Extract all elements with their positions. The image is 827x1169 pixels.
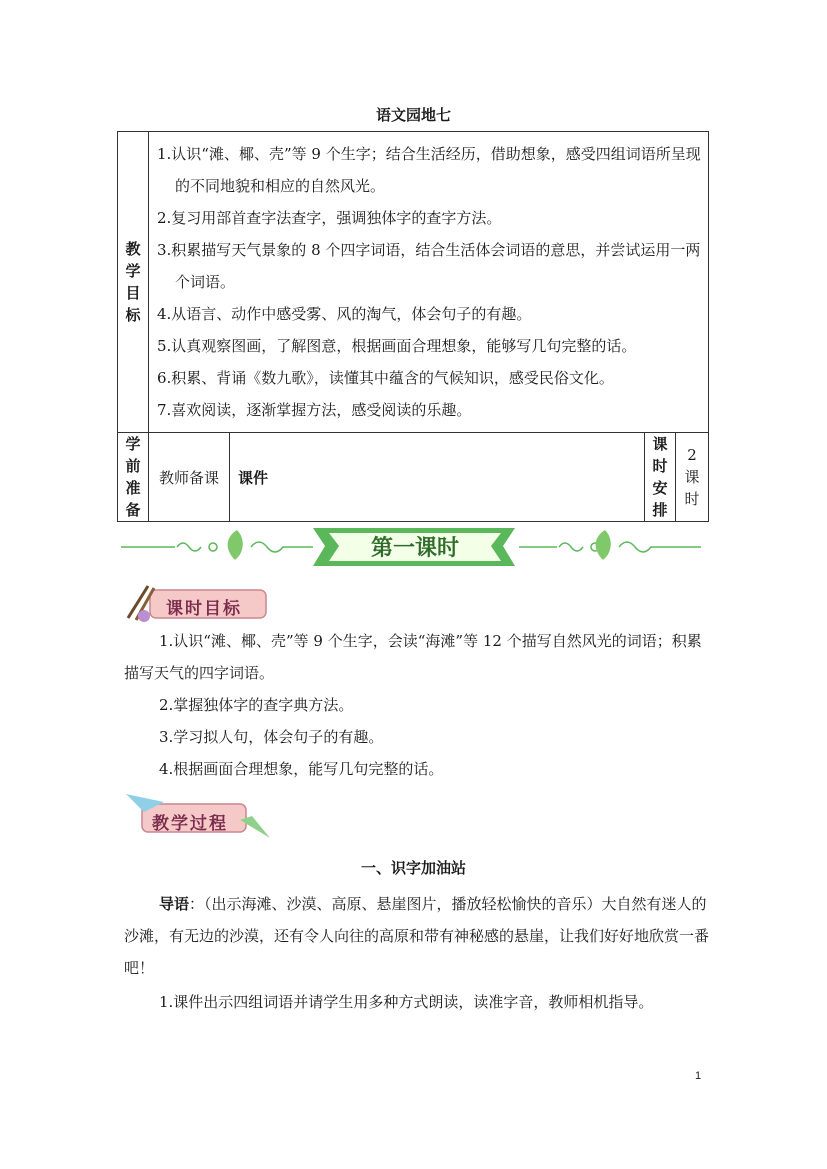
process-tag: 教学过程 bbox=[124, 790, 274, 840]
lesson-goal: 3.学习拟人句，体会句子的有趣。 bbox=[159, 728, 384, 746]
schedule-header: 课 时 安 排 bbox=[645, 433, 676, 522]
lesson-banner bbox=[117, 522, 709, 570]
lesson-goal: 1.认识“滩、椰、壳”等 9 个生字，会读“海滩”等 12 个描写自然风光的词语；积累描写天气的四字词语。 bbox=[124, 632, 702, 682]
prep-header: 学 前 准 备 bbox=[118, 433, 149, 522]
goals-header: 教 学 目 标 bbox=[118, 132, 149, 433]
intro-text: （出示海滩、沙漠、高原、悬崖图片，播放轻松愉快的音乐）大自然有迷人的沙滩，有无边的沙漠，还有令人向往的高原和带有神秘感的悬崖，让我们好好地欣赏一番吧！ bbox=[124, 895, 710, 977]
goal-item: 5.认真观察图画，了解图意，根据画面合理想象，能够写几句完整的话。 bbox=[157, 337, 637, 355]
lesson-goal: 2.掌握独体字的查字典方法。 bbox=[159, 696, 354, 714]
banner-title: 第一课时 bbox=[370, 535, 460, 561]
prep-value: 课件 bbox=[230, 433, 645, 522]
step-1: 1.课件出示四组词语并请学生用多种方式朗读，读准字音，教师相机指导。 bbox=[159, 993, 654, 1011]
goals-cell bbox=[149, 132, 709, 433]
banner-decoration bbox=[117, 522, 709, 570]
document-title: 语文园地七 bbox=[375, 106, 451, 124]
page-number: 1 bbox=[695, 1070, 702, 1082]
intro-paragraph: 导语：（出示海滩、沙漠、高原、悬崖图片，播放轻松愉快的音乐）大自然有迷人的沙滩，有无边的沙漠，还有令人向往的高原和带有神秘感的悬崖，让我们好好地欣赏一番吧！ bbox=[124, 895, 710, 977]
goal-item: 7.喜欢阅读，逐渐掌握方法，感受阅读的乐趣。 bbox=[157, 401, 472, 419]
leaf-icon bbox=[596, 530, 611, 560]
intro-label: 导语 bbox=[159, 895, 190, 913]
lesson-goal: 4.根据画面合理想象，能写几句完整的话。 bbox=[159, 760, 444, 778]
lesson-goals-tag: 课时目标 bbox=[124, 582, 269, 622]
section-heading: 一、识字加油站 bbox=[360, 859, 466, 877]
leaf-icon bbox=[228, 530, 243, 560]
goal-item: 1.认识“滩、椰、壳”等 9 个生字；结合生活经历，借助想象，感受四组词语所呈现的不同地貌和相应的自然风光。 bbox=[157, 145, 701, 195]
goal-item: 6.积累、背诵《数九歌》，读懂其中蕴含的气候知识，感受民俗文化。 bbox=[157, 369, 614, 387]
goal-item: 3.积累描写天气景象的 8 个四字词语，结合生活体会词语的意思，并尝试运用一两个词语。 bbox=[157, 241, 701, 291]
goal-item: 4.从语言、动作中感受雾、风的淘气，体会句子的有趣。 bbox=[157, 305, 532, 323]
lesson-plan-table bbox=[117, 131, 709, 522]
prep-label: 教师备课 bbox=[149, 433, 230, 522]
goal-item: 2.复习用部首查字法查字，强调独体字的查字方法。 bbox=[157, 209, 502, 227]
schedule-value: 2 课 时 bbox=[676, 433, 709, 522]
